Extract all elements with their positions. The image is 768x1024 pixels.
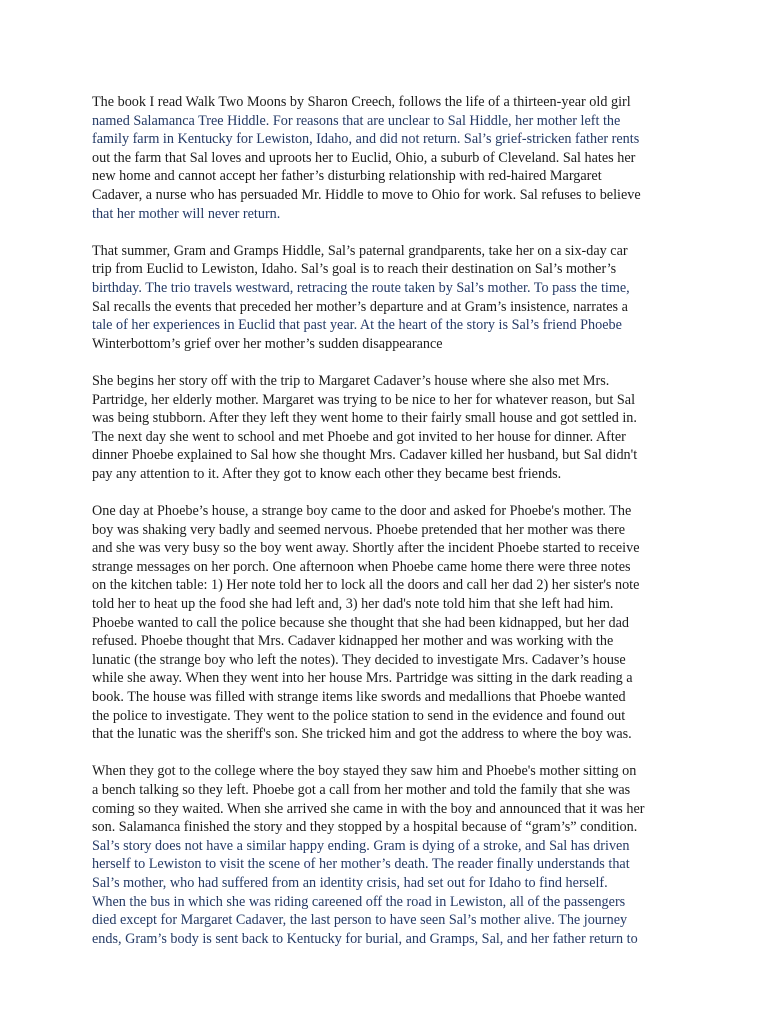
paragraph bbox=[92, 93, 682, 223]
text-line: that her mother will never return. bbox=[92, 205, 281, 222]
text-line: son. Salamanca finished the story and they stopped by a hospital because of “gram’s” condition. bbox=[92, 819, 638, 836]
text-line: the police to investigate. They went to the police station to send in the evidence and found out bbox=[92, 707, 626, 724]
text-line: strange messages on her porch. One afternoon when Phoebe came home there were three notes bbox=[92, 558, 631, 575]
text-line: Winterbottom’s grief over her mother’s sudden disappearance bbox=[92, 335, 443, 352]
text-line: ends, Gram’s body is sent back to Kentucky for burial, and Gramps, Sal, and her father return to bbox=[92, 930, 638, 947]
paragraph bbox=[92, 242, 682, 354]
text-line: tale of her experiences in Euclid that past year. At the heart of the story is Sal’s friend Phoebe bbox=[92, 317, 622, 334]
text-line: When the bus in which she was riding careened off the road in Lewiston, all of the passengers bbox=[92, 893, 626, 910]
text-line: died except for Margaret Cadaver, the last person to have seen Sal’s mother alive. The journey bbox=[92, 912, 628, 929]
text-line: Sal’s story does not have a similar happy ending. Gram is dying of a stroke, and Sal has driven bbox=[92, 837, 630, 854]
text-line: while she away. When they went into her house Mrs. Partridge was sitting in the dark reading a bbox=[92, 670, 633, 687]
text-line: Cadaver, a nurse who has persuaded Mr. Hiddle to move to Ohio for work. Sal refuses to believe bbox=[92, 186, 641, 203]
text-line: When they got to the college where the boy stayed they saw him and Phoebe's mother sitting on bbox=[92, 763, 637, 780]
text-line: trip from Euclid to Lewiston, Idaho. Sal’s goal is to reach their destination on Sal’s mother’s bbox=[92, 261, 617, 278]
text-line: coming so they waited. When she arrived she came in with the boy and announced that it was her bbox=[92, 800, 645, 817]
text-line: on the kitchen table: 1) Her note told her to lock all the doors and call her dad 2) her sister's note bbox=[92, 577, 640, 594]
text-line: birthday. The trio travels westward, retracing the route taken by Sal’s mother. To pass the time, bbox=[92, 279, 630, 296]
text-line: One day at Phoebe’s house, a strange boy came to the door and asked for Phoebe's mother. The bbox=[92, 503, 632, 520]
text-line: Phoebe wanted to call the police because she thought that she had been kidnapped, but her dad bbox=[92, 614, 629, 631]
text-line: that the lunatic was the sheriff's son. She tricked him and got the address to where the boy was. bbox=[92, 726, 632, 743]
text-line: boy was shaking very badly and seemed nervous. Phoebe pretended that her mother was there bbox=[92, 521, 626, 538]
text-line: new home and cannot accept her father’s disturbing relationship with red-haired Margaret bbox=[92, 168, 602, 185]
text-line: and she was very busy so the boy went away. Shortly after the incident Phoebe started to receive bbox=[92, 540, 640, 557]
text-line: Sal’s mother, who had suffered from an identity crisis, had set out for Idaho to find herself. bbox=[92, 874, 608, 891]
document-page bbox=[92, 93, 682, 967]
text-line: was being stubborn. After they left they went home to their fairly small house and got settled in. bbox=[92, 410, 637, 427]
text-line: The next day she went to school and met Phoebe and got invited to her house for dinner. After bbox=[92, 428, 626, 445]
text-line: told her to heat up the food she had left and, 3) her dad's note told him that she left had him. bbox=[92, 596, 614, 613]
text-line: Partridge, her elderly mother. Margaret was trying to be nice to her for whatever reason, but Sal bbox=[92, 391, 636, 408]
text-line: a bench talking so they left. Phoebe got a call from her mother and told the family that she was bbox=[92, 781, 631, 798]
text-line: The book I read Walk Two Moons by Sharon Creech, follows the life of a thirteen-year old girl bbox=[92, 94, 631, 110]
paragraph bbox=[92, 762, 682, 948]
text-line: out the farm that Sal loves and uproots her to Euclid, Ohio, a suburb of Cleveland. Sal hates her bbox=[92, 149, 636, 166]
text-line: She begins her story off with the trip to Margaret Cadaver’s house where she also met Mrs. bbox=[92, 372, 610, 389]
text-line: Sal recalls the events that preceded her mother’s departure and at Gram’s insistence, narrates a bbox=[92, 298, 628, 315]
paragraph bbox=[92, 372, 682, 484]
text-line: family farm in Kentucky for Lewiston, Idaho, and did not return. Sal’s grief-stricken father rents bbox=[92, 131, 640, 148]
text-line: book. The house was filled with strange items like swords and medallions that Phoebe wanted bbox=[92, 689, 626, 705]
text-line: dinner Phoebe explained to Sal how she thought Mrs. Cadaver killed her husband, but Sal didn't bbox=[92, 447, 638, 464]
text-line: pay any attention to it. After they got to know each other they became best friends. bbox=[92, 465, 562, 482]
text-line: That summer, Gram and Gramps Hiddle, Sal’s paternal grandparents, take her on a six-day car bbox=[92, 242, 628, 259]
text-line: refused. Phoebe thought that Mrs. Cadaver kidnapped her mother and was working with the bbox=[92, 633, 614, 650]
text-line: named Salamanca Tree Hiddle. For reasons that are unclear to Sal Hiddle, her mother left the bbox=[92, 112, 621, 129]
text-line: herself to Lewiston to visit the scene of her mother’s death. The reader finally understands that bbox=[92, 856, 630, 873]
paragraph bbox=[92, 502, 682, 744]
text-line: lunatic (the strange boy who left the notes). They decided to investigate Mrs. Cadaver’s house bbox=[92, 651, 626, 668]
